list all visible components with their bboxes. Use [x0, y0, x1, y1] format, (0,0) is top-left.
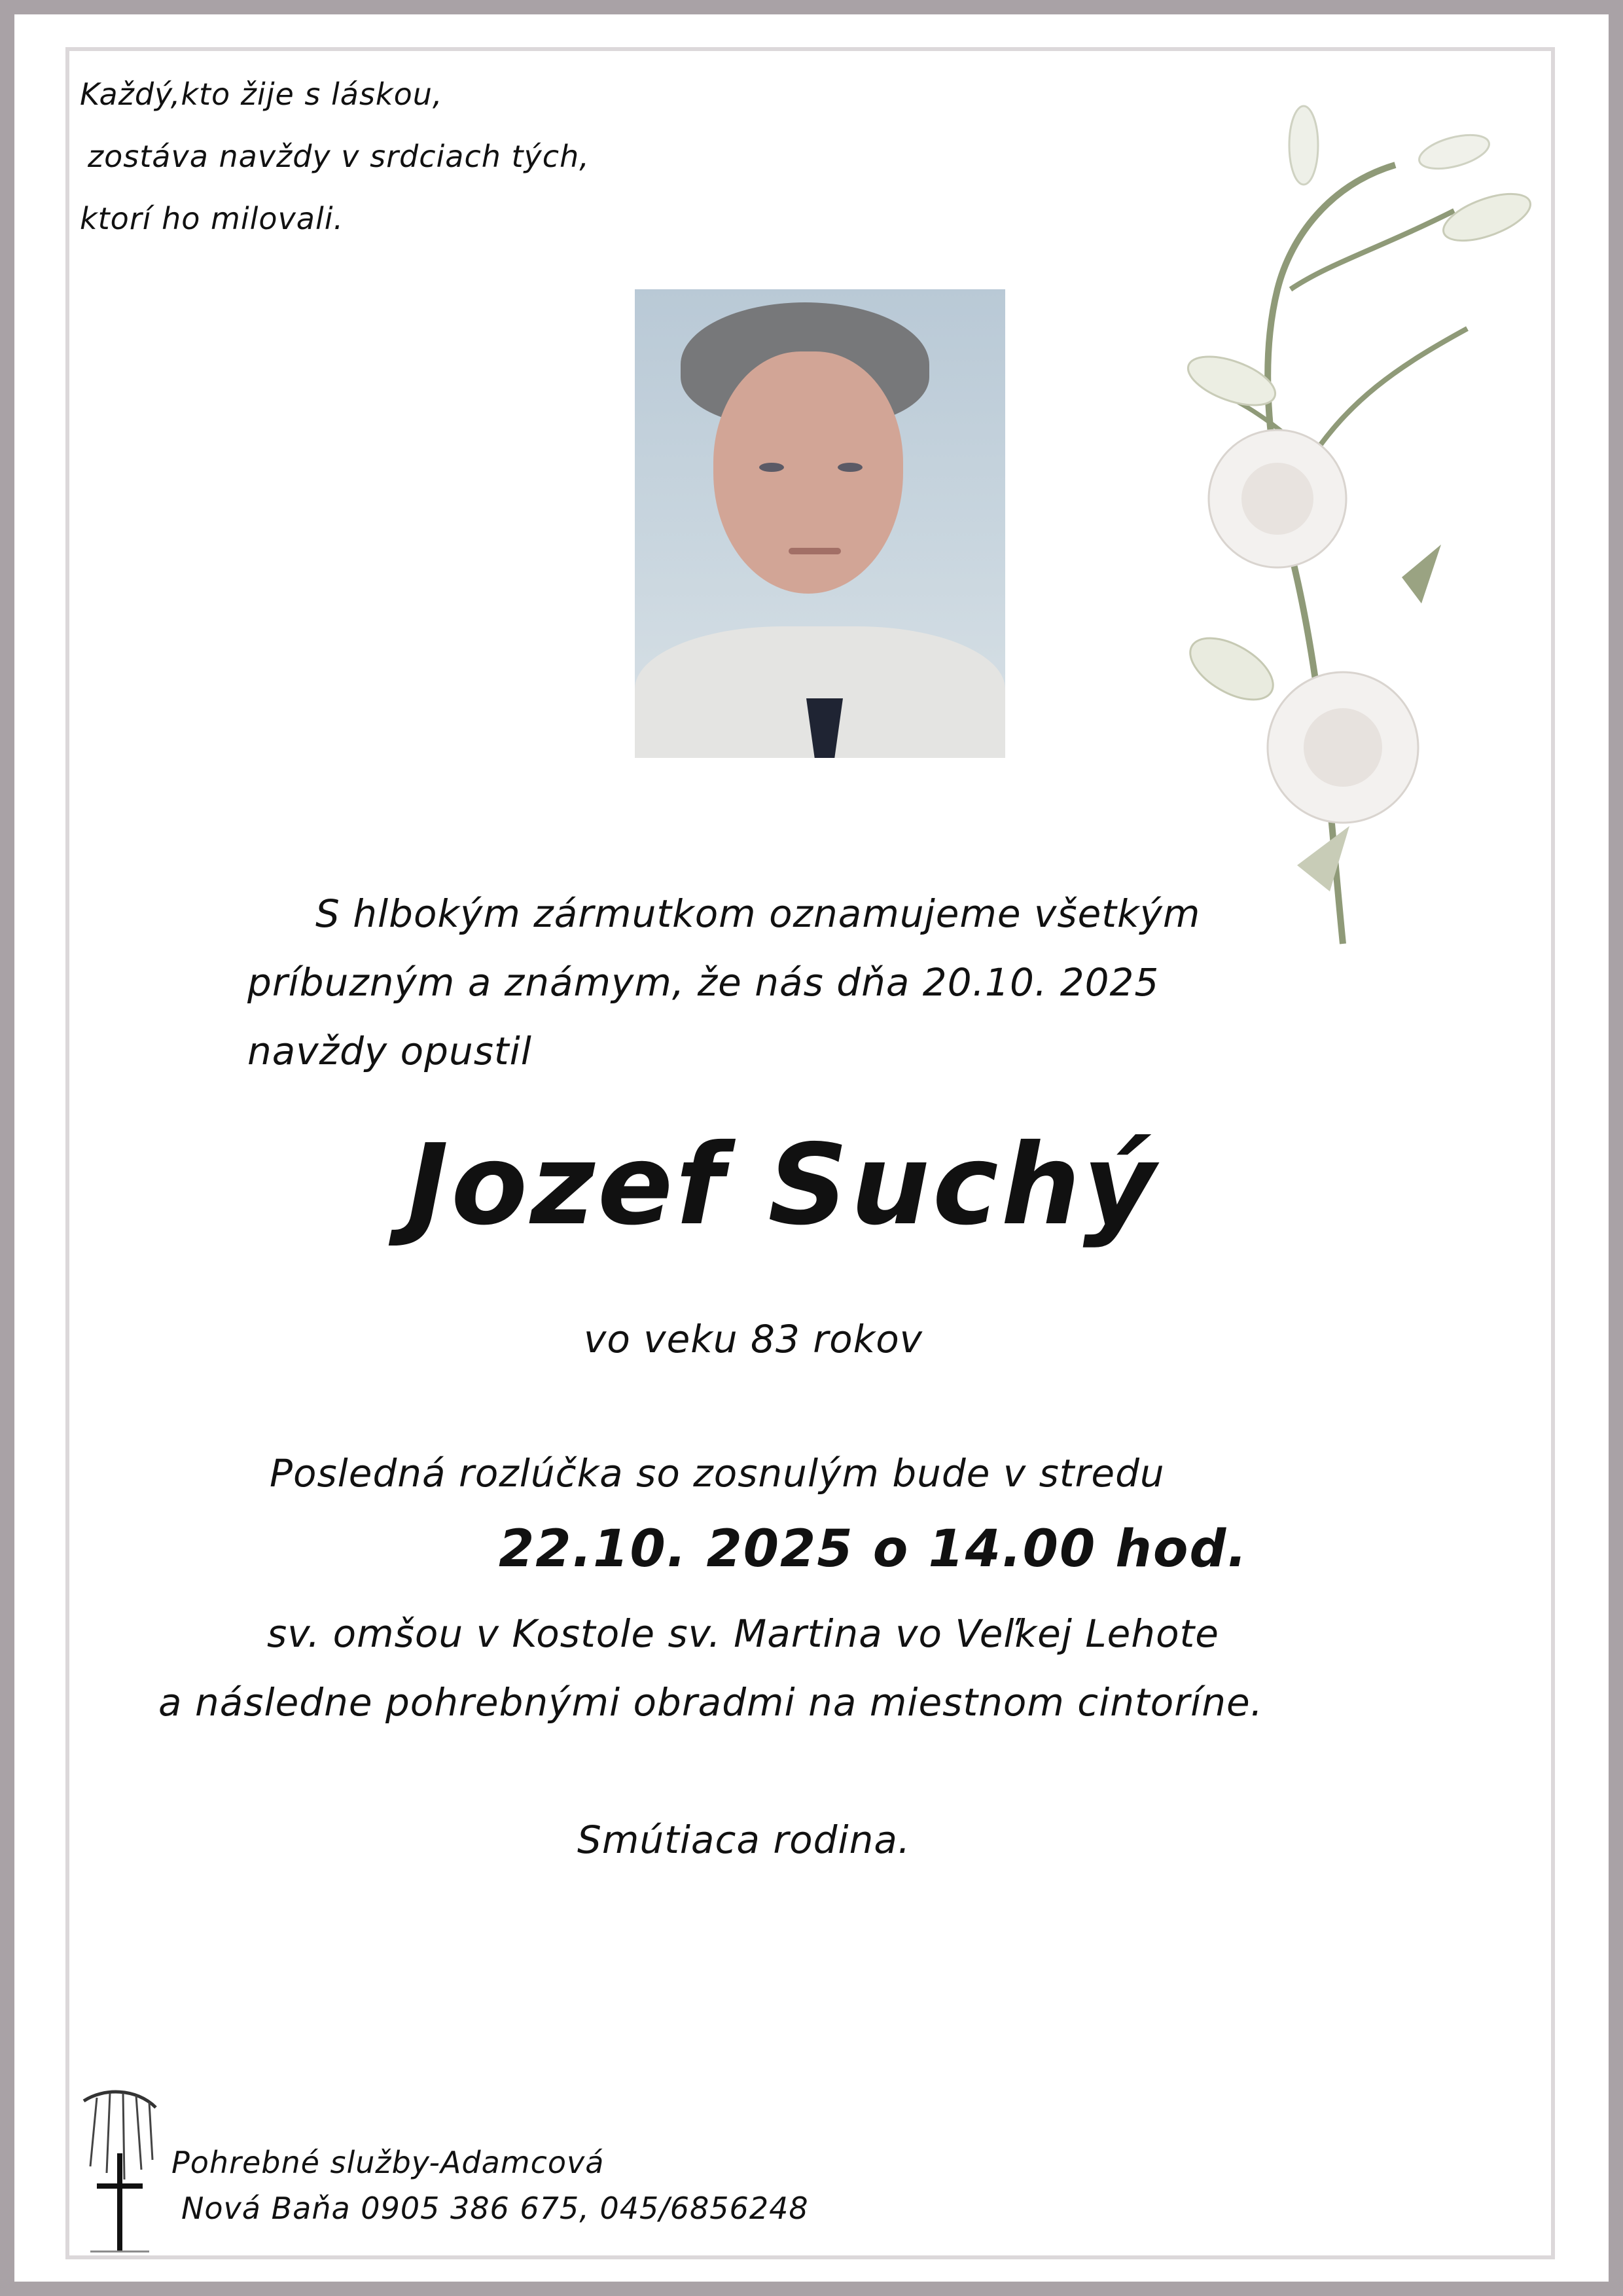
funeral-line-1: Posledná rozlúčka so zosnulým bude v stredu	[270, 1451, 1165, 1496]
portrait-photo	[635, 289, 1005, 758]
announcement-line-1: S hlbokým zármutkom oznamujeme všetkým	[315, 891, 1201, 936]
quote-line-2: zostáva navždy v srdciach tých,	[88, 139, 590, 174]
lily-flower-decoration	[1179, 93, 1546, 983]
deceased-age: vo veku 83 rokov	[584, 1317, 923, 1361]
quote-line-1: Každý,kto žije s láskou,	[80, 77, 443, 112]
cross-and-willow-icon	[77, 2088, 162, 2258]
announcement-line-3: navždy opustil	[247, 1029, 532, 1073]
funeral-company-contact: Nová Baňa 0905 386 675, 045/6856248	[181, 2191, 809, 2226]
funeral-datetime: 22.10. 2025 o 14.00 hod.	[499, 1520, 1248, 1579]
signature: Smútiaca rodina.	[577, 1818, 911, 1862]
quote-line-3: ktorí ho milovali.	[80, 201, 344, 236]
obituary-sheet	[14, 14, 1609, 2282]
funeral-company: Pohrebné služby-Adamcová	[171, 2145, 605, 2180]
announcement-line-2: príbuzným a známym, že nás dňa 20.10. 2025	[247, 960, 1160, 1005]
funeral-line-4: a následne pohrebnými obradmi na miestnom cintoríne.	[158, 1680, 1264, 1725]
deceased-name: Jozef Suchý	[407, 1121, 1158, 1250]
funeral-line-3: sv. omšou v Kostole sv. Martina vo Veľkej Lehote	[267, 1611, 1219, 1656]
